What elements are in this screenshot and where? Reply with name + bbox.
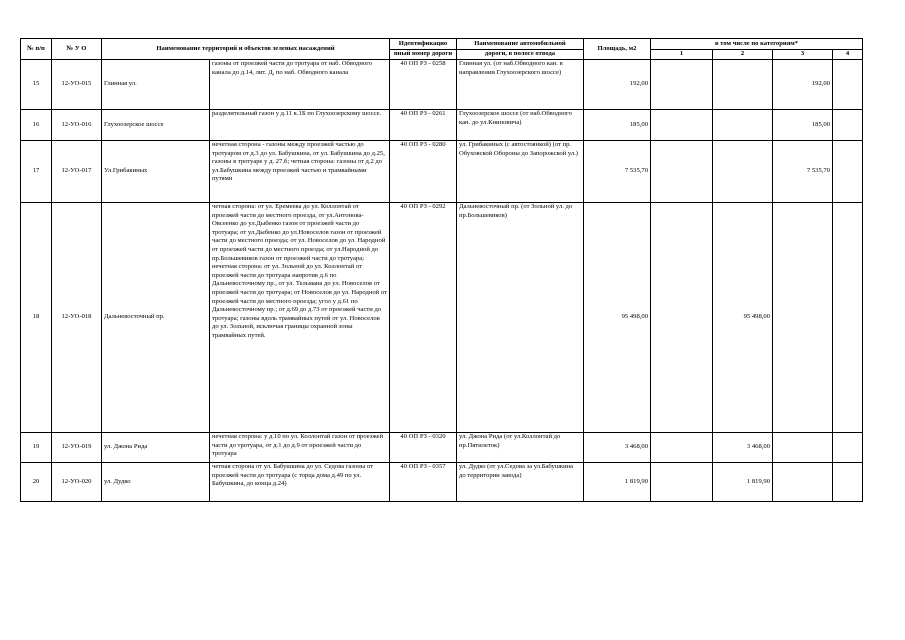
header-categories: в том числе по категориям* [651,39,863,50]
row-num: 18 [21,203,52,433]
row-area: 192,00 [584,60,651,110]
row-desc: четная сторона от ул. Бабушкина до ул. Седова газоны от проезжей части до тротуара (с торца дома д.49 по ул. Бабушкина, до конца д.24) [210,463,390,502]
row-area: 1 819,90 [584,463,651,502]
row-road-id: 40 ОП РЗ - 0320 [390,433,457,463]
row-cat2 [713,60,773,110]
row-cat1 [651,203,713,433]
row-cat4 [833,463,863,502]
row-cat1 [651,60,713,110]
row-cat1 [651,141,713,203]
row-num: 17 [21,141,52,203]
row-cat2: 3 468,00 [713,433,773,463]
row-cat1 [651,463,713,502]
row-desc: четная сторона: от ул. Еремеева до ул. Коллонтай от проезжей части до местного проезда, от ул.Антонова-Овсеенко до ул.Дыбенко газон от проезжей части до тротуара; от ул.Дыбенко до ул.Новоселов газон от проезжей части до местного проезда; от ул. Новоселов до ул. Народной от проезжей части до местного проезда; от ул.Народной до пр.Большевиков газон от проезжей части до тротуара; нечетная сторона: от ул. Зольной до ул. Коллонтай от проезжей части до тротуара напротив д.6 по Дальневосточному пр., от ул. Тельмана до ул. Новоселов от проезжей части до тротуара; от Новоселов до ул. Народной от проезжей части до местного проезда; угол у д.61 по Дальневосточному пр.; от д.69 до д.73 от проезжей части до тротуара; газоны вдоль трамвайных путей от ул. Новоселов до ул. Зольной, исключая границы охранной зоны трамвайных путей. [210,203,390,433]
row-cat3 [773,203,833,433]
table-row [21,433,863,463]
row-cat2: 1 819,90 [713,463,773,502]
header-cat4: 4 [833,50,863,60]
row-uo: 12-УО-016 [52,110,102,141]
header-uo: № У О [52,39,102,60]
table-row [21,110,863,141]
row-road-name: Глухоозерское шоссе (от наб.Обводного кан. до ул.Книповича) [457,110,584,141]
row-road-id: 40 ОП РЗ - 0357 [390,463,457,502]
row-road-name: Дальневосточный пр. (от Зольной ул. до пр.Большевиков) [457,203,584,433]
row-desc: газоны от проезжей части до тротуара от наб. Обводного канала до д.14, лит. Д, по наб. Обводного канала [210,60,390,110]
row-uo: 12-УО-015 [52,60,102,110]
header-cat2: 2 [713,50,773,60]
row-name: ул. Джона Рида [102,433,210,463]
row-road-name: ул. Джона Рида (от ул.Коллонтай до пр.Пятилеток) [457,433,584,463]
row-cat3: 185,00 [773,110,833,141]
row-uo: 12-УО-019 [52,433,102,463]
row-name: Глинная ул. [102,60,210,110]
row-area: 95 498,00 [584,203,651,433]
row-name: ул. Дудко [102,463,210,502]
row-num: 20 [21,463,52,502]
header-area: Площадь, м2 [584,39,651,60]
table-row [21,463,863,502]
row-num: 15 [21,60,52,110]
row-cat2 [713,110,773,141]
header-cat1: 1 [651,50,713,60]
row-road-name: ул. Дудко (от ул.Седова за ул.Бабушкина до территории завода) [457,463,584,502]
row-cat2: 95 498,00 [713,203,773,433]
row-desc: нечетная сторона: у д.10 по ул. Коллонтай газон от проезжей части до тротуара, от д.1 до д.9 от проезжей части до тротуара [210,433,390,463]
header-road-name-line1: Наименование автомобильной [457,39,584,50]
header-road-name-line2: дороги, в полосе отвода [457,50,584,60]
row-uo: 12-УО-018 [52,203,102,433]
row-cat1 [651,433,713,463]
row-cat3 [773,463,833,502]
row-name: Глухоозерское шоссе [102,110,210,141]
row-cat3 [773,433,833,463]
row-num: 16 [21,110,52,141]
row-road-id: 40 ОП РЗ - 0258 [390,60,457,110]
green-spaces-table [20,38,863,502]
row-cat4 [833,110,863,141]
row-area: 185,00 [584,110,651,141]
header-row-top [21,39,863,50]
table-row [21,203,863,433]
row-cat4 [833,60,863,110]
row-road-id: 40 ОП РЗ - 0261 [390,110,457,141]
row-desc: нечетная сторона - газоны между проезжей частью до тротуаром от д.3 до ул. Бабушкина, от ул. Бабушкина до д.25, газоны в тротуаре у д. 27.б; четная сторона: газоны от д.2 до ул.Бабушкина между проезжей частью и трамвайными путями [210,141,390,203]
header-cat3: 3 [773,50,833,60]
row-road-id: 40 ОП РЗ - 0292 [390,203,457,433]
row-area: 3 468,00 [584,433,651,463]
row-cat4 [833,433,863,463]
table-row [21,60,863,110]
row-cat3: 192,00 [773,60,833,110]
table-row [21,141,863,203]
row-name: Ул.Грибакиных [102,141,210,203]
row-area: 7 535,70 [584,141,651,203]
row-road-name: ул. Грибакиных (с автостоянкой) (от пр. Обуховской Обороны до Запорожской ул.) [457,141,584,203]
header-road-id-line2: нный номер дороги [390,50,457,60]
row-uo: 12-УО-017 [52,141,102,203]
row-desc: разделительный газон у д.11 к.1Б по Глухоозерскому шоссе. [210,110,390,141]
row-cat4 [833,203,863,433]
row-cat4 [833,141,863,203]
row-uo: 12-УО-020 [52,463,102,502]
header-road-id-line1: Идентификацио [390,39,457,50]
row-name: Дальневосточный пр. [102,203,210,433]
header-num: № п/п [21,39,52,60]
row-cat2 [713,141,773,203]
header-name: Наименование территорий и объектов зеленых насаждений [102,39,390,60]
row-cat1 [651,110,713,141]
row-road-id: 40 ОП РЗ - 0280 [390,141,457,203]
row-cat3: 7 535,70 [773,141,833,203]
row-num: 19 [21,433,52,463]
row-road-name: Глинная ул. (от наб.Обводного кан. в направлении Глухоозерского шоссе) [457,60,584,110]
